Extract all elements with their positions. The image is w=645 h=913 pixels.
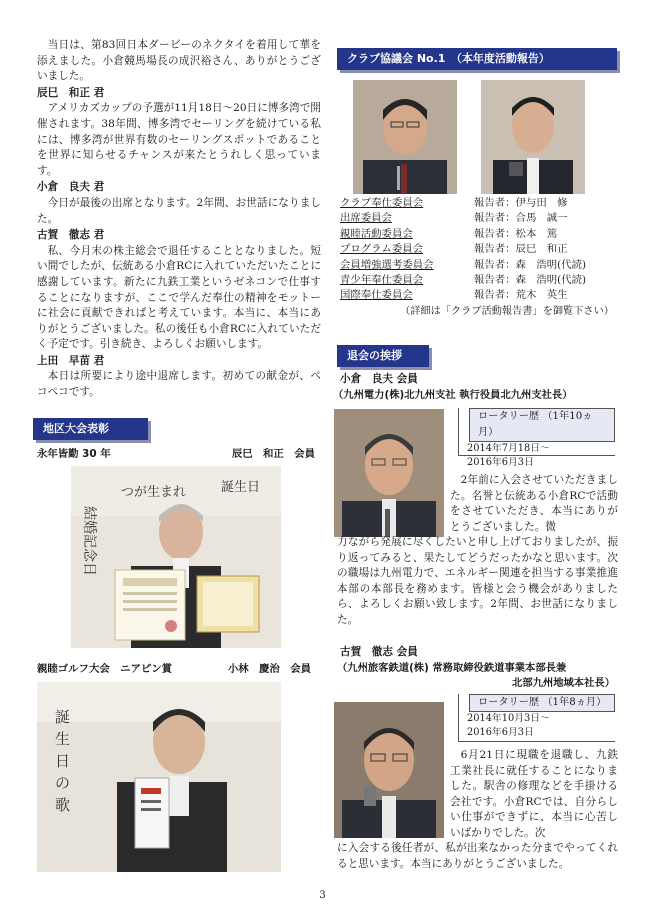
- award-title-2: 親睦ゴルフ大会 ニアピン賞: [37, 663, 173, 675]
- intro-paragraph: 当日は、第83回日本ダービーのネクタイを着用して華を添えました。小倉競馬場長の成沢裕さん、ありがとうございました。: [37, 39, 321, 83]
- member2-photo: [334, 702, 444, 838]
- farewell-banner: 退会の挨拶: [337, 345, 429, 367]
- member2-speech-rest: に入会する後任者が、私が出来なかった分までやってくれると思います。本当にありがとうございました。: [337, 842, 618, 870]
- member1-speech-rest: 力ながら発展に尽くしたいと申し上げておりましたが、振り返ってみると、果たしてどうだったかなと思います。次の職場は九州電力で、エネルギー関連を担当する事業推進本部の本部長を務めます。皆様と会う機会がありましたら、よろしくお願い致します。2年間、お世話になりました。: [337, 536, 618, 626]
- member1-photo: [334, 409, 444, 537]
- member1-affiliation: （九州電力(株)北九州支社 執行役員北九州支社長）: [333, 389, 573, 401]
- report-reporter: 報告者：松本 篤: [474, 227, 558, 240]
- member2-speech-first: 6月21日に現職を退職し、九鉄工業社長に就任することになりました。駅舎の修理などを手掛ける会社です。小倉RCでは、自分らしい仕事ができずに、本当に心苦しいばかりでした。次: [450, 749, 618, 839]
- svg-text:日: 日: [55, 752, 71, 770]
- svg-text:の: の: [55, 774, 71, 792]
- svg-text:生: 生: [55, 730, 71, 748]
- award-title-1: 永年皆勤 30 年: [37, 448, 111, 460]
- report-reporter: 報告者：森 浩明(代読): [474, 274, 587, 287]
- report-reporter: 報告者：合馬 誠一: [474, 212, 568, 225]
- report-committee: 国際奉仕委員会: [340, 289, 413, 302]
- speech-text-1: アメリカズカップの予選が11月18日～20日に博多湾で開催されます。38年間、博多湾でセーリングを続けている私には、博多湾が世界有数のセーリングスポットであることを世界に知らせるチャンスが来たとうれしく思っています。: [37, 102, 321, 177]
- report-reporter: 報告者：辰巳 和正: [474, 243, 568, 256]
- speech-text-3: 私、今月末の株主総会で退任することとなりました。短い間でしたが、伝統ある小倉RCに入れていただいたことに感謝しています。新たに九鉄工業というゼネコンで仕事することになりますが、ここで学んだ奉仕の精神をモットーに社会に貢献できればと考えています。本当に、本当にありがとうございました。私の後任も小倉RCに入れていただく予定です。引き続き、よろしくお願いします。: [37, 244, 321, 351]
- report-committee: 青少年奉仕委員会: [340, 274, 424, 287]
- report-row: [340, 227, 620, 242]
- report-row: [340, 196, 620, 211]
- speaker-name-4: 上田 早苗 君: [37, 354, 105, 367]
- award-photo-1: [71, 466, 281, 648]
- left-column: [37, 38, 321, 401]
- award-person-1: 辰巳 和正 会員: [231, 448, 315, 460]
- report-row: [340, 273, 620, 288]
- svg-text:結婚記念日: 結婚記念日: [81, 506, 97, 576]
- speaker-name-2: 小倉 良夫 君: [37, 181, 105, 194]
- member1-name: 小倉 良夫 会員: [340, 373, 418, 385]
- speaker-name-3: 古賀 徹志 君: [37, 229, 105, 242]
- member1-rotary-box: [458, 408, 615, 468]
- reporter-photo-2: [481, 80, 585, 194]
- report-committee: プログラム委員会: [340, 243, 424, 256]
- report-row: [340, 242, 620, 257]
- member1-rotary-to: 2016年6月3日: [467, 457, 534, 468]
- report-row: [340, 288, 620, 303]
- speaker-name-1: 辰巳 和正 君: [37, 86, 105, 99]
- svg-text:誕: 誕: [55, 708, 71, 726]
- member2-rotary-title: ロータリー歴 （1年8ヵ月）: [469, 694, 615, 712]
- svg-text:誕生日: 誕生日: [221, 480, 261, 495]
- svg-text:歌: 歌: [55, 796, 71, 814]
- member1-speech-first: 2年前に入会させていただきました。名誉と伝統ある小倉RCで活動をさせていただき、本当にありがとうございました。微: [450, 474, 618, 533]
- report-list: [340, 196, 620, 319]
- member2-rotary-box: [458, 694, 615, 742]
- report-committee: 会員増強選考委員会: [340, 258, 434, 271]
- member1-rotary-title: ロータリー歴 （1年10ヵ月）: [469, 408, 615, 442]
- speech-text-4: 本日は所要により途中退席します。初めての献金が、ペコペコです。: [37, 370, 321, 399]
- report-reporter: 報告者：伊与田 修: [474, 197, 568, 209]
- award-photo-2: [37, 682, 281, 872]
- report-committee: 出席委員会: [340, 212, 392, 225]
- report-row: [340, 258, 620, 273]
- speech-text-2: 今日が最後の出席となります。2年間、お世話になりました。: [37, 196, 321, 225]
- report-committee: クラブ奉仕委員会: [340, 197, 424, 209]
- page-number: 3: [319, 890, 326, 901]
- member1-rotary-from: 2014年7月18日～: [467, 443, 550, 454]
- member2-affiliation: （九州旅客鉄道(株) 常務取締役鉄道事業本部長兼: [337, 662, 567, 674]
- award-person-2: 小林 慶治 会員: [227, 663, 311, 675]
- report-reporter: 報告者：荒木 英生: [474, 289, 568, 302]
- svg-text:つが生まれ: つが生まれ: [121, 485, 187, 500]
- reporter-photo-1: [353, 80, 457, 194]
- member2-name: 古賀 徹志 会員: [340, 646, 418, 658]
- award-row-2: [37, 662, 311, 678]
- award-row-1: [37, 447, 315, 463]
- award-banner: 地区大会表彰: [33, 418, 148, 440]
- report-row: [340, 211, 620, 226]
- reports-note: （詳細は「クラブ活動報告書」を御覧下さい）: [400, 305, 614, 317]
- member2-rotary-from: 2014年10月3日～: [467, 713, 550, 724]
- member2-rotary-to: 2016年6月3日: [467, 727, 534, 738]
- member2-affiliation-2: 北部九州地域本社長）: [512, 677, 615, 689]
- report-committee: 親睦活動委員会: [340, 227, 413, 240]
- club-council-banner: クラブ協議会 No.1 （本年度活動報告）: [337, 48, 617, 70]
- report-reporter: 報告者：森 浩明(代読): [474, 258, 587, 271]
